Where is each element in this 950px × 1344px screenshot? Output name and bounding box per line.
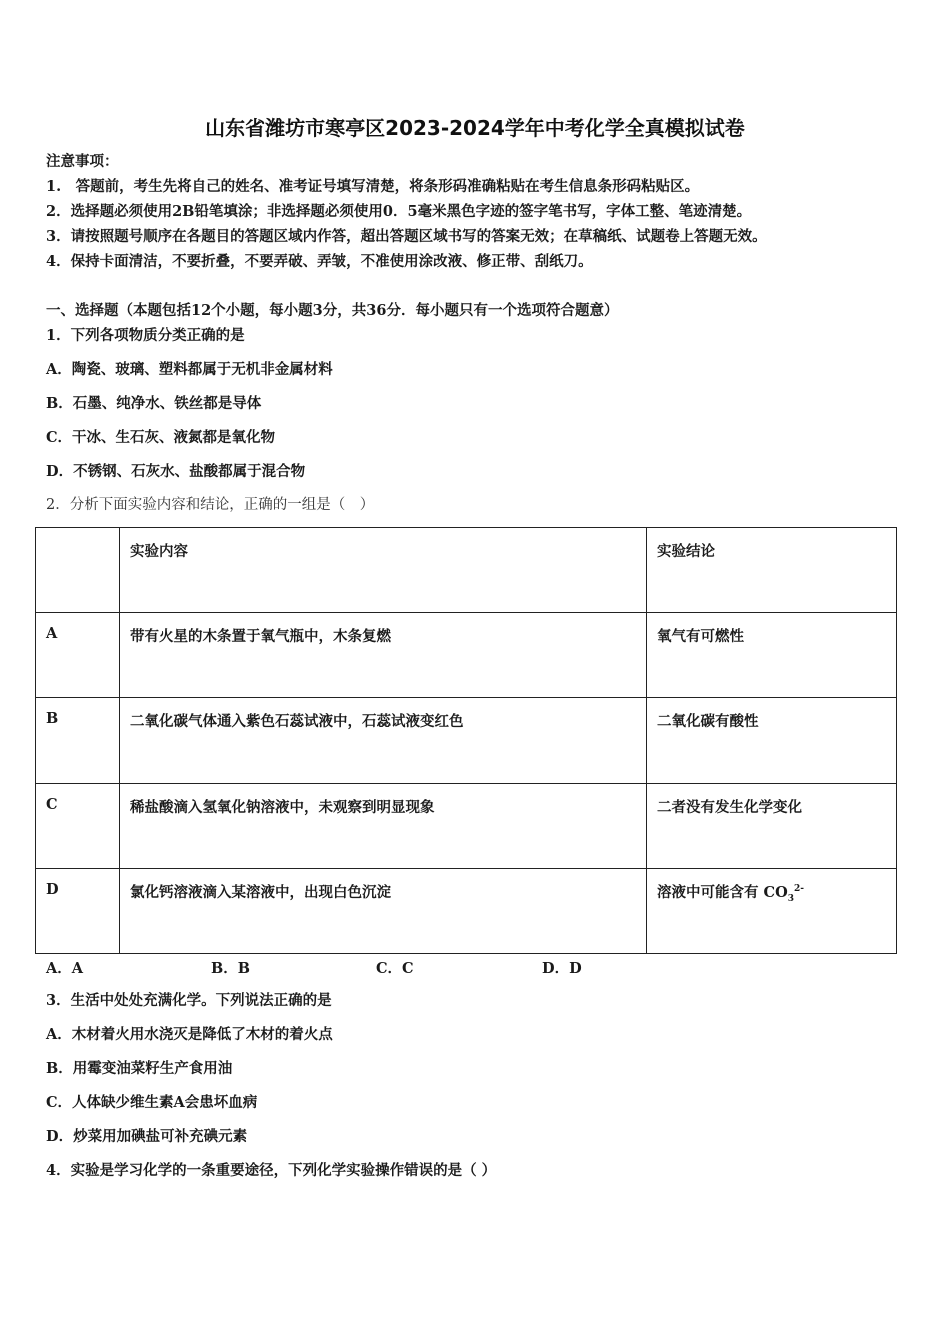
question-2-options bbox=[46, 957, 746, 977]
row-label: D bbox=[36, 868, 120, 953]
notice-item: 2．选择题必须使用2B铅笔填涂；非选择题必须使用0．5毫米黑色字迹的签字笔书写，字体工整、笔迹清楚。 bbox=[46, 203, 752, 220]
table-row bbox=[36, 698, 897, 783]
row-conclusion: 氧气有可燃性 bbox=[647, 613, 897, 698]
row-content: 稀盐酸滴入氢氧化钠溶液中，未观察到明显现象 bbox=[120, 783, 647, 868]
question-1-option-b: B．石墨、纯净水、铁丝都是导体 bbox=[46, 395, 262, 412]
row-conclusion-cell bbox=[647, 868, 897, 953]
question-2-stem: 2．分析下面实验内容和结论，正确的一组是（ ） bbox=[46, 497, 375, 513]
question-1-option-c: C．干冰、生石灰、液氮都是氧化物 bbox=[46, 429, 276, 446]
table-header-row bbox=[36, 528, 897, 613]
question-3-option-d: D．炒菜用加碘盐可补充碘元素 bbox=[46, 1128, 248, 1145]
table-header-cell: 实验内容 bbox=[120, 528, 647, 613]
page-title: 山东省潍坊市寒亭区2023-2024学年中考化学全真模拟试卷 bbox=[205, 116, 745, 140]
question-2-option-a: A．A bbox=[46, 960, 84, 977]
formula-superscript: 2- bbox=[794, 883, 804, 894]
question-1-option-d: D．不锈钢、石灰水、盐酸都属于混合物 bbox=[46, 463, 306, 480]
formula-subscript: 3 bbox=[787, 893, 794, 904]
row-label: C bbox=[36, 783, 120, 868]
notice-item: 3．请按照题号顺序在各题目的答题区域内作答，超出答题区域书写的答案无效；在草稿纸、试题卷上答题无效。 bbox=[46, 228, 767, 245]
table-row bbox=[36, 613, 897, 698]
table-header-cell: 实验结论 bbox=[647, 528, 897, 613]
notice-heading: 注意事项： bbox=[46, 153, 119, 170]
question-3-option-a: A．木材着火用水浇灭是降低了木材的着火点 bbox=[46, 1026, 333, 1043]
row-content: 二氧化碳气体通入紫色石蕊试液中，石蕊试液变红色 bbox=[120, 698, 647, 783]
table-header-cell bbox=[36, 528, 120, 613]
row-label: B bbox=[36, 698, 120, 783]
notice-item: 4．保持卡面清洁，不要折叠，不要弄破、弄皱，不准使用涂改液、修正带、刮纸刀。 bbox=[46, 253, 593, 270]
table-row bbox=[36, 783, 897, 868]
row-conclusion: 二氧化碳有酸性 bbox=[647, 698, 897, 783]
row-conclusion: 溶液中可能含有 CO bbox=[657, 883, 788, 901]
question-3-option-c: C．人体缺少维生素A会患坏血病 bbox=[46, 1094, 258, 1111]
row-conclusion: 二者没有发生化学变化 bbox=[647, 783, 897, 868]
question-2-option-b: B．B bbox=[211, 960, 251, 977]
row-content: 带有火星的木条置于氧气瓶中，木条复燃 bbox=[120, 613, 647, 698]
question-2-option-c: C．C bbox=[376, 960, 414, 977]
experiment-table bbox=[35, 527, 897, 954]
question-1-stem: 1．下列各项物质分类正确的是 bbox=[46, 327, 245, 344]
notice-item: 1. 答题前，考生先将自己的姓名、准考证号填写清楚，将条形码准确粘贴在考生信息条形码粘贴区。 bbox=[46, 178, 700, 195]
row-label: A bbox=[36, 613, 120, 698]
question-1-option-a: A．陶瓷、玻璃、塑料都属于无机非金属材料 bbox=[46, 361, 333, 378]
question-3-stem: 3．生活中处处充满化学。下列说法正确的是 bbox=[46, 992, 332, 1009]
row-content: 氯化钙溶液滴入某溶液中，出现白色沉淀 bbox=[120, 868, 647, 953]
table-row bbox=[36, 868, 897, 953]
section-heading: 一、选择题（本题包括12个小题，每小题3分，共36分．每小题只有一个选项符合题意） bbox=[46, 302, 619, 319]
question-4-stem: 4．实验是学习化学的一条重要途径，下列化学实验操作错误的是（ ） bbox=[46, 1162, 497, 1179]
question-3-option-b: B．用霉变油菜籽生产食用油 bbox=[46, 1060, 233, 1077]
question-2-option-d: D．D bbox=[542, 960, 582, 977]
